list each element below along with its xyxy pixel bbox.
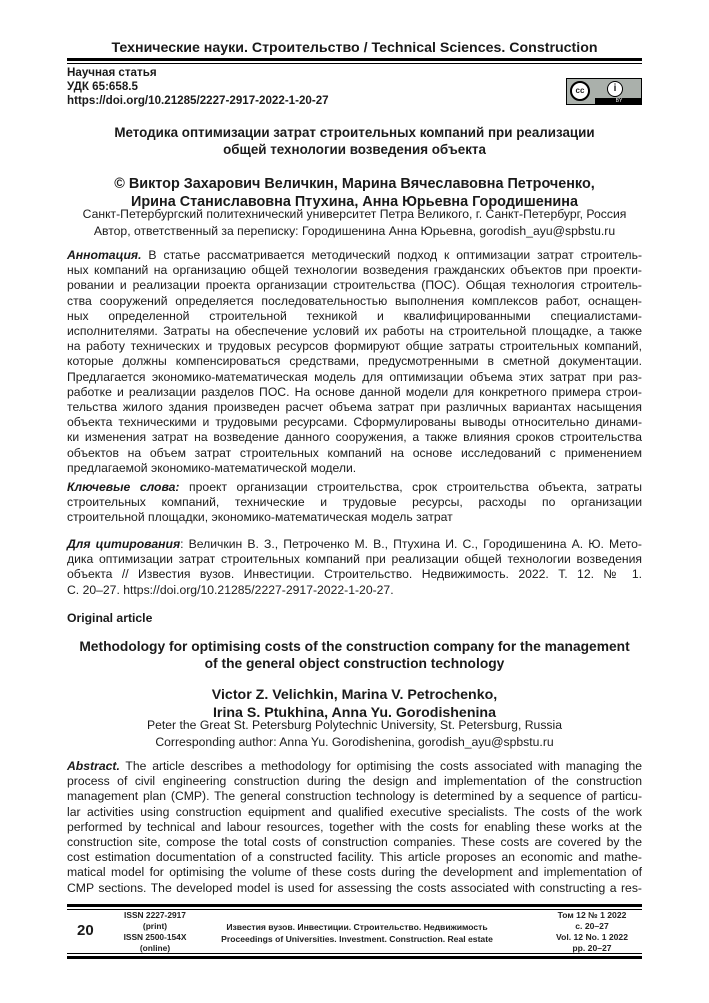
issn-line: ISSN 2227-2917	[124, 910, 186, 920]
abstract-ru-label: Аннотация.	[67, 248, 142, 262]
abstract-ru-line: В статье рассматривается методический подход к оптимизации затрат строитель-	[141, 248, 642, 262]
abstract-en-label: Abstract.	[67, 759, 120, 773]
volume-line: pp. 20–27	[572, 943, 612, 953]
attribution-icon: i	[607, 81, 623, 97]
issn-line: ISSN 2500-154X	[123, 932, 187, 942]
article-type-en: Original article	[67, 611, 153, 625]
abstract-en-line: The article describes a methodology for optimising the costs associated with managing the	[119, 759, 642, 773]
issn-line: (print)	[142, 921, 168, 931]
article-meta	[67, 66, 329, 108]
authors-en-line: Irina S. Ptukhina, Anna Yu. Gorodishenina	[212, 705, 496, 721]
abstract-en-line: process of civil engineering construction during the design and implementation of the construction	[67, 774, 642, 789]
abstract-ru-line: исполнителями. Затраты на обеспечение условий их работы на строительной площадке, а также	[67, 324, 642, 339]
abstract-ru-line: объекта техническими и трудовыми ресурсами. Сформулированы выводы относительно динами-	[67, 415, 642, 430]
abstract-ru-line: объектов на объем затрат строительных компаний на основе исследований с применением	[67, 445, 642, 460]
affiliation-en	[63, 717, 646, 751]
citation-ru	[67, 537, 642, 598]
abstract-ru-line: ных компаний на организацию общей технологии возведения гражданских объектов при проекти-	[67, 263, 642, 278]
corresponding-author-ru: Автор, ответственный за переписку: Городишенина Анна Юрьевна, gorodish_ayu@spbstu.ru	[93, 224, 616, 238]
issn-line: (online)	[139, 943, 171, 953]
journal-name-ru: Известия вузов. Инвестиции. Строительство. Недвижимость	[226, 922, 488, 932]
abstract-ru-line: работке и реализации разделов ПОС. На основе данной модели для конкретного примера строи-	[67, 384, 642, 399]
abstract-ru-line: ки изменения затрат на возведение данного сооружения, а также влияния сроков строительства	[67, 430, 642, 445]
abstract-ru-line: предлагаемой экономико-математической модели.	[67, 460, 357, 475]
cc-by-license-badge[interactable]	[566, 78, 642, 105]
article-type-ru: Научная статья	[67, 66, 157, 79]
volume-line: Том 12 № 1 2022	[557, 910, 627, 920]
footer-rule-thin-bottom	[67, 953, 642, 954]
keywords-ru	[67, 480, 642, 526]
corresponding-author-en: Corresponding author: Anna Yu. Gorodishenina, gorodish_ayu@spbstu.ru	[155, 735, 554, 749]
abstract-ru-line: которые должны компенсироваться средствами, предусмотренными в сметной документации.	[67, 354, 642, 369]
running-head: Технические науки. Строительство / Technical Sciences. Construction	[111, 40, 598, 56]
article-title-en	[63, 638, 646, 672]
cc-icon: cc	[570, 81, 590, 101]
journal-name-en: Proceedings of Universities. Investment. Construction. Real estate	[221, 934, 493, 944]
footer-rule-thick-top	[67, 904, 642, 907]
page-number: 20	[77, 922, 94, 939]
abstract-ru-line: ства сооружений определяется последовательностью выполнения комплексов работ, оснащен-	[67, 293, 642, 308]
volume-line: с. 20–27	[575, 921, 609, 931]
volume-line: Vol. 12 No. 1 2022	[556, 932, 628, 942]
abstract-ru-line: Предлагается экономико-математическая модель для оптимизации объема этих затрат при раз-	[67, 369, 642, 384]
abstract-ru-line: тельства жилого здания произведен расчет объема затрат при различных вариантах насыщения	[67, 400, 642, 415]
affiliation-ru-text: Санкт-Петербургский политехнический университет Петра Великого, г. Санкт-Петербург, Россия	[82, 207, 627, 221]
udc-code: УДК 65:658.5	[67, 80, 138, 93]
header-rule-thick	[67, 58, 642, 61]
keywords-ru-line: строительных компаний, технические и трудовые ресурсы, расходы по организации	[67, 495, 642, 510]
abstract-en-line: lar activities using construction equipment and qualified executive specialists. The costs of the work	[67, 804, 642, 819]
citation-ru-line: дика оптимизации затрат строительных компаний при реализации общей технологии возведения	[67, 552, 642, 567]
affiliation-ru	[63, 206, 646, 240]
abstract-ru-line: ровании и реализации проекта организации строительства (ПОС). Общая технология строитель-	[67, 278, 642, 293]
abstract-en-line: management plan (CMP). The general construction technology is determined by a sequence of particu-	[67, 789, 642, 804]
abstract-en-line: cost estimation documentation of a constructed facility. This article proposes an economic and mathe-	[67, 850, 642, 865]
title-ru-line: Методика оптимизации затрат строительных компаний при реализации	[114, 125, 595, 140]
keywords-ru-label: Ключевые слова:	[67, 480, 180, 494]
title-en-line: of the general object construction technology	[204, 656, 505, 671]
abstract-en-line: matical model for optimising the volume of these costs during the development and implementation of	[67, 865, 642, 880]
article-title-ru	[67, 124, 642, 158]
authors-ru-line: © Виктор Захарович Величкин, Марина Вячеславовна Петроченко,	[114, 176, 595, 192]
title-ru-line: общей технологии возведения объекта	[223, 142, 486, 157]
citation-ru-line: объекта // Известия вузов. Инвестиции. Строительство. Недвижимость. 2022. Т. 12. № 1.	[67, 567, 642, 582]
doi-link[interactable]: https://doi.org/10.21285/2227-2917-2022-1-20-27	[67, 94, 329, 107]
affiliation-en-text: Peter the Great St. Petersburg Polytechnic University, St. Petersburg, Russia	[146, 718, 562, 732]
journal-name	[217, 921, 497, 945]
abstract-en-line: CMP sections. The developed model is used for assessing the costs associated with constructing a res-	[67, 880, 642, 895]
page-footer	[67, 904, 642, 960]
abstract-en-line: performed by technical and labour resources, together with the costs for enabling these works at the	[67, 819, 642, 834]
by-label: BY	[595, 98, 642, 104]
issn-block	[115, 910, 195, 954]
abstract-en-line: construction site, compose the total costs of construction companies. These costs are covered by the	[67, 835, 642, 850]
title-en-line: Methodology for optimising costs of the construction company for the management	[79, 639, 630, 654]
header-rule-thin	[67, 63, 642, 64]
citation-ru-line: С. 20–27. https://doi.org/10.21285/2227-2917-2022-1-20-27.	[67, 582, 394, 597]
abstract-ru-line: ных определенной строительной техникой и квалифицированными специалистами-	[67, 308, 642, 323]
footer-rule-thick-bottom	[67, 956, 642, 959]
keywords-ru-line: строительной площадки, экономико-математическая модель затрат	[67, 510, 453, 525]
citation-ru-line: : Величкин В. З., Петроченко М. В., Птухина И. С., Городишенина А. Ю. Мето-	[180, 537, 642, 551]
authors-en-line: Victor Z. Velichkin, Marina V. Petrochenko,	[211, 687, 498, 703]
abstract-ru-line: на работу технических и трудовых ресурсов формируют общие затраты строительных компаний,	[67, 339, 642, 354]
abstract-en	[67, 759, 642, 896]
keywords-ru-line: проект организации строительства, срок строительства объекта, затраты	[179, 480, 642, 494]
volume-block	[542, 910, 642, 954]
citation-ru-label: Для цитирования	[67, 537, 181, 551]
abstract-ru	[67, 248, 642, 476]
authors-ru-line: Ирина Станиславовна Птухина, Анна Юрьевна Городишенина	[131, 194, 578, 210]
